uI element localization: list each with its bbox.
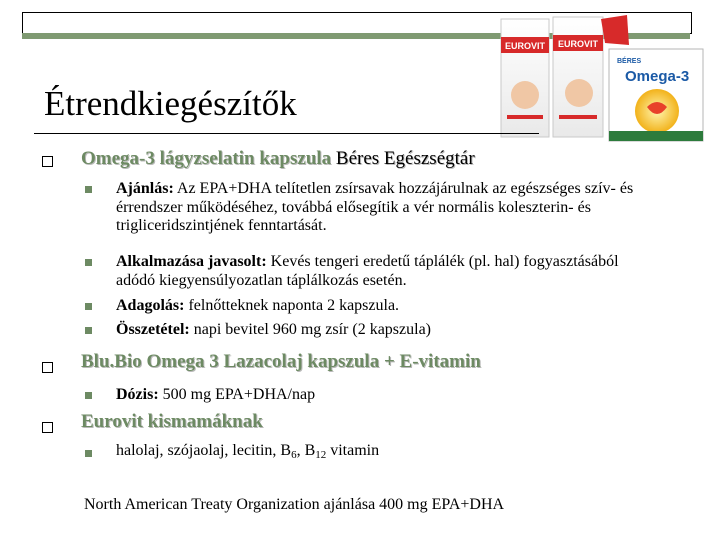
sub-bullet — [85, 303, 92, 310]
list-item-osszetetel: Összetétel: napi bevitel 960 mg zsír (2 kapszula) — [116, 321, 431, 338]
eurovit-box-1 — [501, 19, 549, 137]
list-item-alkalmazas: Alkalmazása javasolt: Kevés tengeri eredetű táplálék (pl. hal) fogyasztásából adódó kiegyensúlyozatlan táplálkozás esetén. — [116, 253, 619, 289]
sub-bullet — [85, 327, 92, 334]
product-photo — [497, 15, 707, 143]
section-bullet — [42, 156, 53, 167]
list-item-dozis: Dózis: 500 mg EPA+DHA/nap — [116, 386, 316, 403]
svg-text:EUROVIT: EUROVIT — [557, 39, 599, 49]
svg-text:BÉRES: BÉRES — [617, 58, 642, 65]
sub-bullet — [85, 392, 92, 399]
list-item-ajanlas: Ajánlás: Az EPA+DHA telítetlen zsírsavak hozzájárulnak az egészséges szív- és érrendszer működéséhez, továbbá elősegítik a vér normális koleszterin- és trigliceridszintjének fenntartását. — [116, 180, 634, 234]
slide-title: Étrendkiegészítők — [44, 84, 297, 123]
section-heading-omega3: Omega-3 lágyzselatin kapszula Béres Egészségtár — [81, 148, 475, 169]
section-heading-blubio: Blu.Bio Omega 3 Lazacolaj kapszula + E-vitamin — [81, 351, 481, 372]
title-underline — [34, 133, 539, 134]
section-heading-eurovit: Eurovit kismamáknak — [81, 411, 263, 432]
section-bullet — [42, 362, 53, 373]
beres-omega3-box — [609, 49, 703, 141]
sub-bullet — [85, 450, 92, 457]
svg-text:Omega-3: Omega-3 — [625, 68, 690, 85]
eurovit-box-2 — [553, 17, 603, 137]
sub-bullet — [85, 186, 92, 193]
svg-text:EUROVIT: EUROVIT — [504, 41, 546, 51]
footer-note: North American Treaty Organization ajánlása 400 mg EPA+DHA — [84, 496, 505, 513]
section-bullet — [42, 422, 53, 433]
list-item-eurovit-ingredients: halolaj, szójaolaj, lecitin, $B_6$, $B_{12}$ vitamin — [116, 442, 380, 461]
sub-bullet — [85, 259, 92, 266]
list-item-adagolas: Adagolás: felnőtteknek naponta 2 kapszula. — [116, 297, 400, 314]
